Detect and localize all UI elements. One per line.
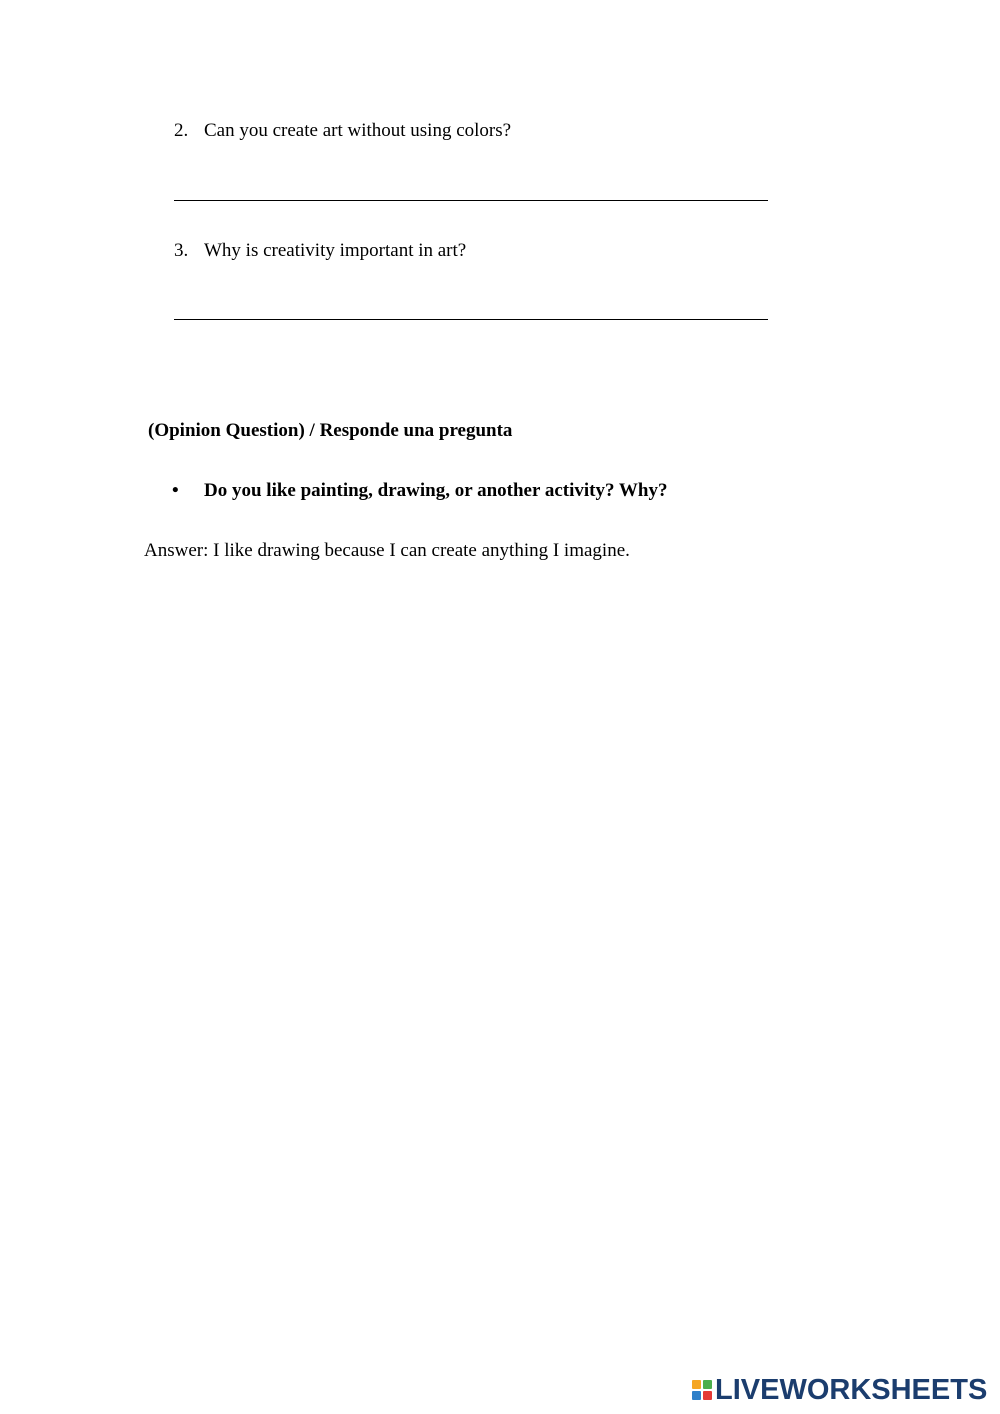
opinion-prompt-item: [172, 479, 667, 503]
bullet-icon: •: [172, 480, 179, 501]
question-number: 2.: [174, 120, 189, 141]
question-number: 3.: [174, 240, 189, 261]
question-text: Can you create art without using colors?: [204, 120, 512, 141]
liveworksheets-brand-text: LIVEWORKSHEETS: [715, 1374, 988, 1406]
question-2: [174, 119, 511, 143]
question-text: Why is creativity important in art?: [204, 240, 467, 261]
liveworksheets-logo: [692, 1374, 987, 1406]
liveworksheets-logo-icon: [692, 1380, 712, 1400]
opinion-answer: Answer: I like drawing because I can create anything I imagine.: [144, 540, 630, 561]
answer-line-question-3[interactable]: [174, 319, 768, 320]
answer-line-question-2[interactable]: [174, 200, 768, 201]
question-3: [174, 239, 466, 263]
opinion-question-heading: (Opinion Question) / Responde una pregunta: [148, 420, 513, 441]
opinion-prompt-text: Do you like painting, drawing, or another activity? Why?: [204, 480, 668, 501]
